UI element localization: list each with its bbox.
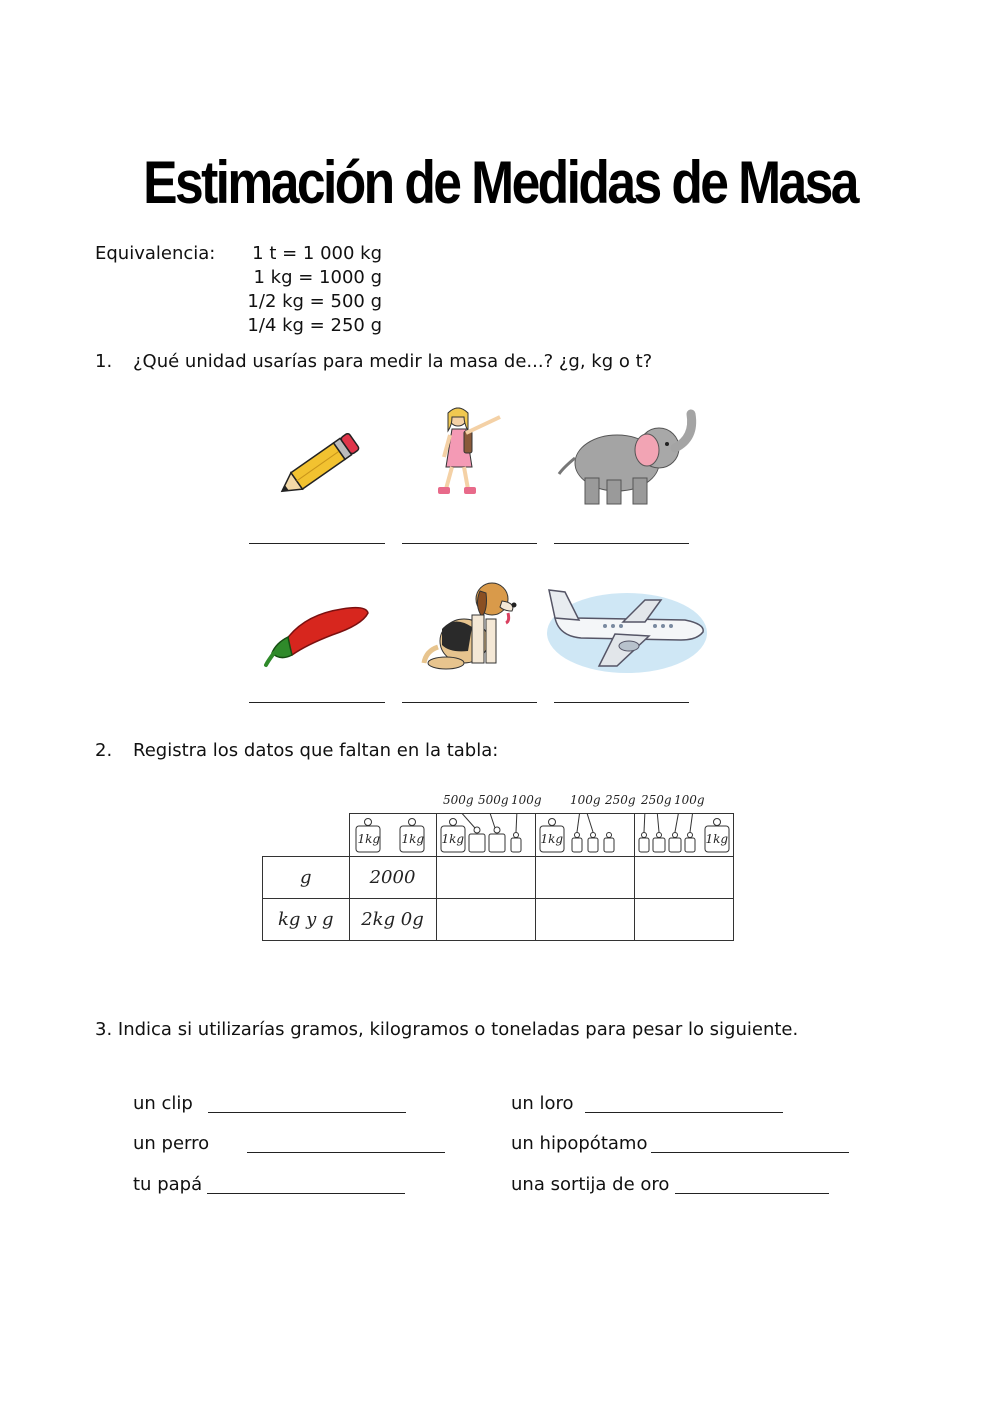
weight-label: 1kg (705, 832, 729, 846)
q1-text: ¿Qué unidad usarías para medir la masa de...? ¿g, kg o t? (133, 351, 653, 372)
table-cell-input[interactable] (535, 857, 634, 899)
answer-line[interactable] (249, 543, 385, 544)
q3-item: tu papá (133, 1174, 203, 1195)
answer-line[interactable] (247, 1152, 445, 1153)
q2-number: 2. (95, 740, 113, 761)
q3-item: un perro (133, 1133, 210, 1154)
elephant-icon (555, 408, 700, 512)
answer-line[interactable] (207, 1193, 405, 1194)
weight-label: 1kg (401, 832, 425, 846)
row-label-kg-g: kg y g (263, 899, 350, 941)
equivalence-row: 1/2 kg = 500 g (247, 291, 382, 312)
row-label-g: g (263, 857, 350, 899)
table-cell-input[interactable] (634, 857, 733, 899)
q3-text: 3. Indica si utilizarías gramos, kilogramos o toneladas para pesar lo siguiente. (95, 1019, 799, 1040)
girl-icon (430, 403, 505, 507)
mass-table (262, 813, 734, 941)
table-cell-input[interactable] (436, 857, 535, 899)
table-cell: 2kg 0g (349, 899, 436, 941)
equivalencia-label: Equivalencia: (95, 243, 216, 264)
weights-cell (634, 814, 733, 857)
q3-item: un loro (511, 1093, 574, 1114)
table-corner (263, 814, 350, 857)
weight-label: 500g (443, 793, 474, 807)
q1-number: 1. (95, 351, 113, 372)
answer-line[interactable] (402, 702, 537, 703)
answer-line[interactable] (554, 543, 689, 544)
equivalence-row: 1 t = 1 000 kg (252, 243, 382, 264)
table-cell-input[interactable] (436, 899, 535, 941)
weight-label: 500g (478, 793, 509, 807)
table-cell-input[interactable] (535, 899, 634, 941)
q2-text: Registra los datos que faltan en la tabla: (133, 740, 499, 761)
answer-line[interactable] (585, 1112, 783, 1113)
weight-label: 1kg (441, 832, 465, 846)
equivalence-row: 1 kg = 1000 g (253, 267, 382, 288)
q3-item: una sortija de oro (511, 1174, 670, 1195)
weight-label: 100g (674, 793, 705, 807)
weight-label: 1kg (540, 832, 564, 846)
weight-label: 250g (641, 793, 672, 807)
answer-line[interactable] (402, 543, 537, 544)
table-cell: 2000 (349, 857, 436, 899)
weight-label: 250g (605, 793, 636, 807)
answer-line[interactable] (554, 702, 689, 703)
weight-label: 100g (570, 793, 601, 807)
dog-icon (420, 575, 520, 679)
weights-cell (535, 814, 634, 857)
pencil-icon (268, 428, 368, 507)
chili-pepper-icon (262, 595, 372, 674)
airplane-icon (545, 578, 710, 682)
weights-cell (436, 814, 535, 857)
weights-cell (349, 814, 436, 857)
page-title: Estimación de Medidas de Masa (143, 149, 857, 216)
equivalence-row: 1/4 kg = 250 g (247, 315, 382, 336)
weight-label: 1kg (357, 832, 381, 846)
answer-line[interactable] (208, 1112, 406, 1113)
answer-line[interactable] (249, 702, 385, 703)
answer-line[interactable] (651, 1152, 849, 1153)
weight-label: 100g (511, 793, 542, 807)
q3-item: un hipopótamo (511, 1133, 648, 1154)
answer-line[interactable] (675, 1193, 829, 1194)
table-cell-input[interactable] (634, 899, 733, 941)
q3-item: un clip (133, 1093, 193, 1114)
